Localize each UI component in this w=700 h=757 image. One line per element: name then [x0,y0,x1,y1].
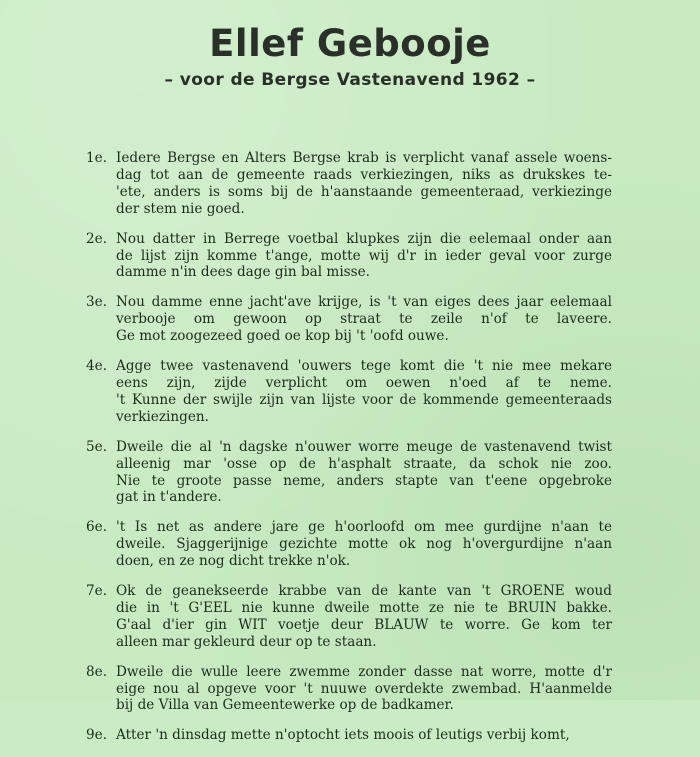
rule-text-line: Iedere Bergse en Alters Bergse krab is verplicht vanaf assele woens- [116,150,612,166]
rule-item [86,664,612,715]
rule-text-line: G'aal d'ier gin WIT voetje deur BLAUW te worre. Ge kom ter [116,616,612,633]
rule-text-line: gat in t'andere. [116,489,222,506]
rule-number: 3e. [86,294,108,311]
rule-text-line: bij de Villa van Gemeentewerke op de badkamer. [116,697,454,714]
rule-number: 6e. [86,519,108,536]
rule-item [86,519,612,570]
rule-text-line: dweile. Sjaggerijnige gezichte motte ok nog h'overgurdijne n'aan [116,536,612,553]
rule-text-line: die in 't G'EEL nie kunne dweile motte ze nie te BRUIN bakke. [116,599,612,616]
rule-item [86,150,612,218]
rule-text-line: Dweile die al 'n dagske n'ouwer worre meuge de vastenavend twist [116,438,612,455]
rule-item [86,727,612,744]
rule-number: 8e. [86,663,108,680]
rule-text [116,583,612,651]
rule-text-line: 't Kunne der swijle zijn van lijste voor de kommende gemeenteraads [116,391,612,408]
rule-text-line: verbooje om gewoon op straat te zeile n'of te laveere. [116,311,612,328]
rule-item [86,294,612,345]
rule-text-line: Ok de geanekseerde krabbe van de kante van 't GROENE woud [116,583,612,600]
rule-number: 2e. [86,230,108,247]
rule-text [116,664,612,715]
rule-text-line: 'ete, anders is soms bij de h'aanstaande gemeenteraad, verkiezinge [116,183,612,200]
rule-text [116,231,612,282]
rule-text-line: eens zijn, zijde verplicht om oewen n'oed af te neme. [116,374,612,391]
rule-text-line: eige nou al opgeve voor 't nuuwe overdekte zwembad. H'aanmelde [116,680,612,697]
rule-item [86,358,612,426]
rule-text-line: dag tot aan de gemeente raads verkiezingen, niks as drukskes te- [116,166,612,183]
rule-text [116,727,612,744]
rule-item [86,439,612,507]
rule-text [116,519,612,570]
rule-text-line: der stem nie goed. [116,200,245,217]
rule-number: 5e. [86,438,108,455]
document-title: Ellef Gebooje [209,22,491,65]
rule-item [86,231,612,282]
rule-text-line: alleenig mar 'osse op de h'asphalt straate, da schok nie zoo. [116,455,612,472]
rule-number: 4e. [86,358,108,375]
rule-text [116,358,612,426]
rule-text-line: damme n'in dees dage gin bal misse. [116,264,370,281]
rules-list [86,150,612,757]
rule-number: 1e. [86,150,108,166]
rule-text [116,439,612,507]
rule-text-line: Ge mot zoogezeed goed oe kop bij 't 'oofd ouwe. [116,328,449,345]
rule-number: 9e. [86,727,108,744]
rule-text-line: Nou datter in Berrege voetbal klupkes zijn die eelemaal onder aan [116,230,612,247]
rule-text-line: Nie te groote passe neme, anders stapte van t'eene opgebroke [116,472,612,489]
rule-number: 7e. [86,583,108,600]
rule-text-line: Agge twee vastenavend 'ouwers tege komt die 't nie mee mekare [116,358,612,375]
rule-text-line: Atter 'n dinsdag mette n'optocht iets moois of leutigs verbij komt, [116,727,570,744]
rule-text-line: de lijst zijn komme t'ange, motte wij d'r in ieder geval voor zurge [116,247,612,264]
rule-item [86,583,612,651]
rule-text-line: doen, en ze nog dicht trekke n'ok. [116,553,351,570]
rule-text [116,150,612,218]
rule-text-line: Nou damme enne jacht'ave krijge, is 't van eiges dees jaar eelemaal [116,294,612,311]
rule-text-line: verkiezingen. [116,408,209,425]
rule-text [116,294,612,345]
rule-text-line: Dweile die wulle leere zwemme zonder dasse nat worre, motte d'r [116,663,612,680]
rule-text-line: alleen mar gekleurd deur op te staan. [116,633,377,650]
document-subtitle: – voor de Bergse Vastenavend 1962 – [164,70,536,90]
rule-text-line: 't Is net as andere jare ge h'oorloofd om mee gurdijne n'aan te [116,519,612,536]
